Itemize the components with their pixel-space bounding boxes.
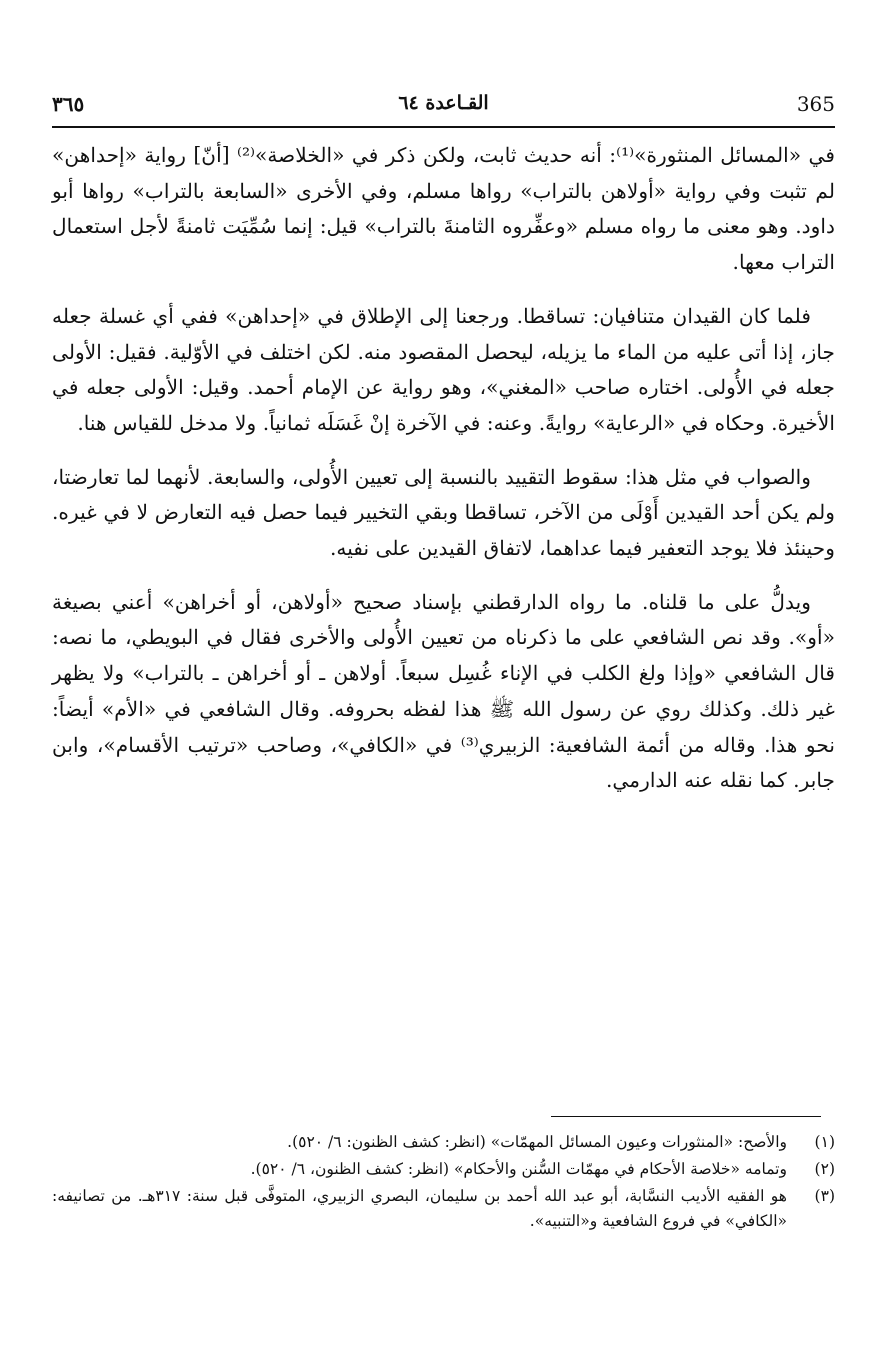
footnote-rule <box>551 1116 821 1117</box>
footnote-3 <box>52 1184 835 1234</box>
paragraph-4: ويدلُّ على ما قلناه. ما رواه الدارقطني بإسناد صحيح «أولاهن، أو أخراهن» أعني بصيغة «أو». وقد نص الشافعي على ما ذكرناه من تعيين الأُولى والأخرى فقال في البويطي، ما نصه: قال الشافعي «وإذا ولغ الكلب في الإناء غُسِل سبعاً. أولاهن ـ أو أخراهن ـ بالتراب» ولا يظهر غير ذلك. وكذلك روي عن رسول الله ﷺ هذا لفظه بحروفه. وقال الشافعي في «الأم» أيضاً: نحو هذا. وقاله من أئمة الشافعية: الزبيري⁽³⁾ في «الكافي»، وصاحب «ترتيب الأقسام»، وابن جابر. كما نقله عنه الدارمي. <box>52 589 835 793</box>
page-number-arabic: ٣٦٥ <box>52 92 85 116</box>
footnote-text: وتمامه «خلاصة الأحكام في مهمّات السُّنن والأحكام» (انظر: كشف الظنون، ٦/ ٥٢٠). <box>250 1160 787 1178</box>
footnote-text: والأصح: «المنثورات وعيون المسائل المهمّات» (انظر: كشف الظنون: ٦/ ٥٢٠). <box>287 1133 787 1151</box>
page-header <box>52 92 835 122</box>
footnote-1 <box>52 1130 835 1155</box>
paragraph-1: في «المسائل المنثورة»⁽¹⁾: أنه حديث ثابت، ولكن ذكر في «الخلاصة»⁽²⁾ [أنّ] رواية «إحداهن» لم تثبت وفي رواية «أولاهن بالتراب» رواها مسلم، وفي الأخرى «السابعة بالتراب» رواها أبو داود. وهو معنى ما رواه مسلم «وعفِّروه الثامنةَ بالتراب» قيل: إنما سُمِّيَت ثامنةً لأجل استعمال التراب معها. <box>52 143 835 275</box>
footnote-number: (٣) <box>814 1187 835 1205</box>
header-rule <box>52 126 835 128</box>
page-number-latin: 365 <box>796 92 835 116</box>
body-text <box>52 138 835 799</box>
running-title: القـاعدة ٦٤ <box>398 92 489 114</box>
paragraph-2: فلما كان القيدان متنافيان: تساقطا. ورجعنا إلى الإطلاق في «إحداهن» ففي أي غسلة جعله جاز، إذا أتى عليه من الماء ما يزيله، ليحصل المقصود منه. لكن اختلف في الأوّلية. فقيل: الأولى جعله في الأُولى. اختاره صاحب «المغني»، وهو رواية عن الإمام أحمد. وقيل: الأولى جعله في الأخيرة. وحكاه في «الرعاية» روايةً. وعنه: في الآخرة إنْ غَسَلَه ثمانياً. ولا مدخل للقياس هنا. <box>52 303 835 435</box>
footnote-number: (١) <box>814 1133 835 1151</box>
footnotes <box>52 1130 835 1236</box>
footnote-number: (٢) <box>814 1160 835 1178</box>
footnote-2 <box>52 1157 835 1182</box>
paragraph-3: والصواب في مثل هذا: سقوط التقييد بالنسبة إلى تعيين الأُولى، والسابعة. لأنهما لما تعارضتا، ولم يكن أحد القيدين أَوْلَى من الآخر، تساقطا وبقي التخيير فيما حصل فيه التعارض لا في غيره. وحينئذ فلا يوجد التعفير فيما عداهما، لاتفاق القيدين على نفيه. <box>52 464 835 561</box>
footnote-text: هو الفقيه الأديب النسَّابة، أبو عبد الله أحمد بن سليمان، البصري الزبيري، المتوفَّى قبل سنة: ٣١٧هـ. من تصانيفه: «الكافي» في فروع الشافعية و«التنبيه». <box>52 1187 787 1230</box>
